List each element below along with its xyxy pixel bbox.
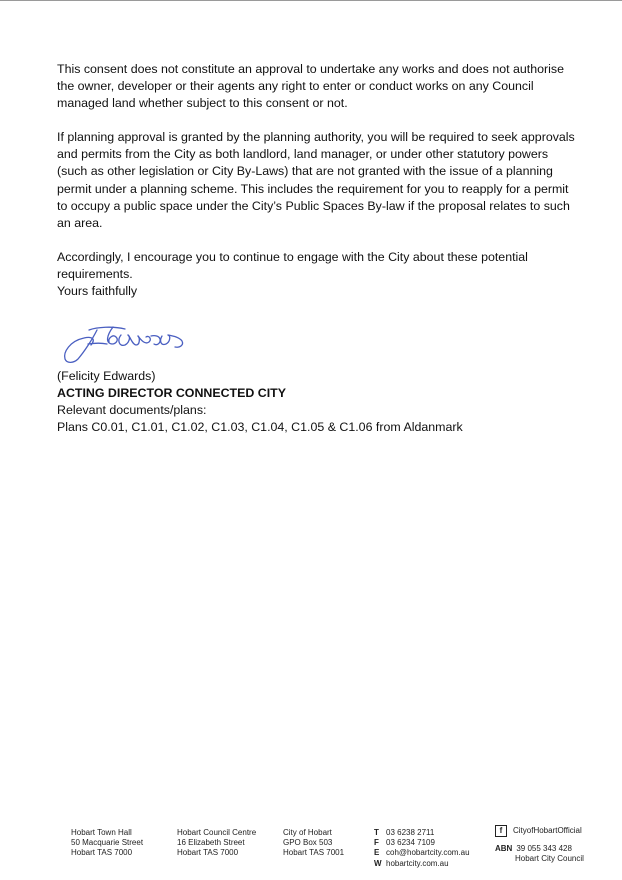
contact-key: W (374, 858, 382, 868)
footer-council-centre-address (177, 828, 256, 859)
contact-value: 03 6234 7109 (386, 838, 435, 848)
footer-line: 50 Macquarie Street (71, 838, 144, 848)
facebook-handle: CityofHobartOfficial (513, 825, 582, 835)
footer-line: Hobart TAS 7000 (177, 848, 239, 858)
facebook-icon: f (495, 825, 507, 837)
footer-contact-details (374, 828, 470, 869)
footer-line: 16 Elizabeth Street (177, 838, 245, 848)
footer-line: Hobart Town Hall (71, 828, 132, 837)
contact-value: coh@hobartcity.com.au (386, 848, 470, 858)
footer-fax (374, 838, 470, 848)
abn-entity: Hobart City Council (515, 854, 584, 864)
abn-label: ABN (495, 844, 513, 853)
footer-email (374, 848, 470, 858)
footer-line: GPO Box 503 (283, 838, 333, 848)
contact-value: hobartcity.com.au (386, 858, 449, 868)
footer-line: Hobart Council Centre (177, 828, 257, 837)
contact-value: 03 6238 2711 (386, 828, 435, 837)
signer-name: (Felicity Edwards) (57, 369, 156, 384)
relevant-documents-heading: Relevant documents/plans: (57, 403, 207, 418)
handwritten-signature (61, 322, 195, 368)
abn-number: 39 055 343 428 (516, 844, 572, 853)
closing-salutation: Yours faithfully (57, 284, 138, 299)
relevant-plans-list: Plans C0.01, C1.01, C1.02, C1.03, C1.04, C1.05 & C1.06 from Aldanmark (57, 420, 463, 435)
top-divider (0, 0, 622, 1)
footer-website (374, 859, 470, 869)
footer-abn (495, 844, 584, 854)
contact-key: E (374, 848, 380, 858)
footer-postal-address (283, 828, 344, 859)
footer-town-hall-address (71, 828, 143, 859)
paragraph-engage: Accordingly, I encourage you to continue to engage with the City about these potential requirements. (57, 249, 528, 281)
footer-social-and-abn (495, 825, 584, 864)
letterhead-footer (71, 825, 601, 874)
contact-key: T (374, 828, 379, 837)
footer-facebook (495, 825, 584, 837)
paragraph-consent: This consent does not constitute an approval to undertake any works and does not authorise the owner, developer or their agents any right to enter or conduct works on any Council managed land whether subject to this consent or not. (57, 62, 564, 111)
footer-line: Hobart TAS 7000 (71, 848, 133, 858)
footer-line: Hobart TAS 7001 (283, 848, 345, 858)
footer-line: City of Hobart (283, 828, 332, 837)
signer-title: ACTING DIRECTOR CONNECTED CITY (57, 386, 287, 401)
letter-body (57, 61, 577, 437)
contact-key: F (374, 838, 379, 848)
paragraph-approvals: If planning approval is granted by the planning authority, you will be required to seek approvals and permits from the City as both landlord, land manager, or under other statutory powers (such as other legislation or City By-Laws) that are not granted with the issue of a planning permit under a planning scheme. This includes the requirement for you to reapply for a permit to occupy a public space under the City’s Public Spaces By-law if the proposal relates to such an area. (57, 130, 575, 230)
footer-phone (374, 828, 470, 838)
